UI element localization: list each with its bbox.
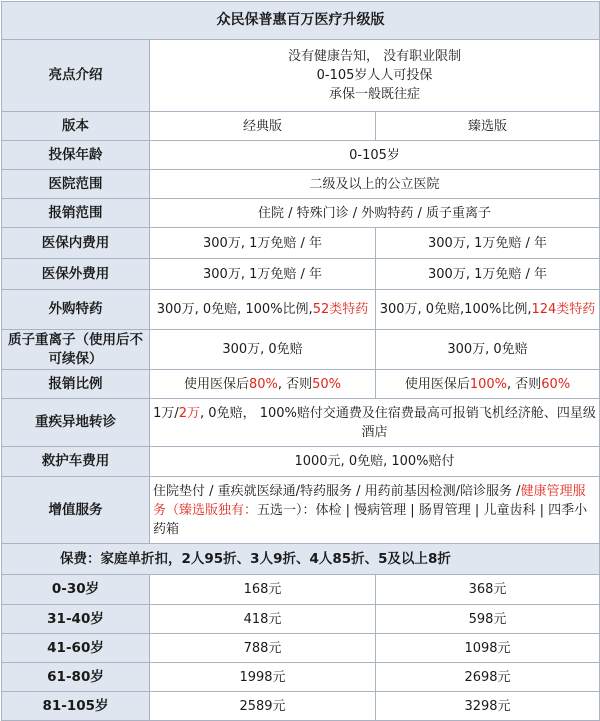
premium-row: [2, 634, 600, 663]
hospital-label: 医院范围: [2, 170, 150, 199]
version-label: 版本: [2, 112, 150, 141]
highlights-value: [150, 40, 600, 112]
highlight-line: 承保一般既往症: [329, 87, 421, 102]
premium-age: 41-60岁: [2, 634, 150, 663]
in-insurance-label: 医保内费用: [2, 228, 150, 259]
premium-age: 81-105岁: [2, 692, 150, 721]
premium-select: 1098元: [376, 634, 600, 663]
version-row: [2, 112, 600, 141]
special-drugs-select-count: 124类特药: [531, 302, 596, 317]
services-highlight: 健康管理服务（臻选版独有：: [153, 483, 586, 518]
ambulance-label: 救护车费用: [2, 447, 150, 477]
ratio-text: 使用医保后: [183, 376, 249, 392]
premium-select: 598元: [376, 605, 600, 634]
age-value: 0-105岁: [150, 141, 600, 170]
ratio-percent: 50%: [312, 376, 342, 392]
highlight-line: 没有健康告知， 没有职业限制: [287, 49, 462, 64]
proton-row: [2, 330, 600, 370]
in-insurance-select: 300万, 1万免赔 / 年: [376, 228, 600, 259]
hospital-value: 二级及以上的公立医院: [150, 170, 600, 199]
ratio-percent: 80%: [248, 376, 278, 392]
ambulance-row: [2, 447, 600, 477]
ratio-label: 报销比例: [2, 370, 150, 399]
ratio-text: , 否则: [507, 376, 542, 392]
premium-select: 368元: [376, 575, 600, 605]
ratio-classic: [150, 370, 376, 399]
special-drugs-select: [376, 290, 600, 330]
premium-select: 3298元: [376, 692, 600, 721]
ratio-select: [376, 370, 600, 399]
out-insurance-select: 300万, 1万免赔 / 年: [376, 259, 600, 290]
insurance-comparison-table: [1, 1, 600, 721]
highlights-label: 亮点介绍: [2, 40, 150, 112]
premium-row: [2, 692, 600, 721]
out-insurance-row: [2, 259, 600, 290]
out-insurance-label: 医保外费用: [2, 259, 150, 290]
table-title: 众民保普惠百万医疗升级版: [2, 2, 600, 40]
in-insurance-row: [2, 228, 600, 259]
premium-classic: 788元: [150, 634, 376, 663]
premium-classic: 168元: [150, 575, 376, 605]
premium-classic: 418元: [150, 605, 376, 634]
ratio-text: , 否则: [277, 376, 313, 392]
ratio-percent: 60%: [541, 376, 571, 392]
out-insurance-classic: 300万, 1万免赔 / 年: [150, 259, 376, 290]
proton-classic: 300万, 0免赔: [150, 330, 376, 370]
services-text: 五选一）：体检 | 慢病管理 | 肠胃管理 | 儿童齿科 | 四季小药箱: [153, 502, 588, 537]
premium-row: [2, 575, 600, 605]
premium-header: 保费：家庭单折扣，2人95折、3人9折、4人85折、5及以上8折: [2, 544, 600, 575]
transfer-label: 重疾异地转诊: [2, 399, 150, 447]
premium-row: [2, 663, 600, 692]
transfer-value: [150, 399, 600, 447]
premium-select: 2698元: [376, 663, 600, 692]
select-version: 臻选版: [376, 112, 600, 141]
premium-classic: 2589元: [150, 692, 376, 721]
ambulance-value: 1000元, 0免赔, 100%赔付: [150, 447, 600, 477]
special-drugs-row: [2, 290, 600, 330]
special-drugs-classic-count: 52类特药: [312, 302, 369, 317]
highlight-line: 0-105岁人人可投保: [316, 68, 433, 83]
classic-version: 经典版: [150, 112, 376, 141]
services-text: 住院垫付 / 重疾就医绿通/特药服务 / 用药前基因检测/陪诊服务 /: [153, 483, 521, 499]
premium-age: 0-30岁: [2, 575, 150, 605]
services-value: [150, 477, 600, 544]
title-row: [2, 2, 600, 40]
special-drugs-select-text: 300万, 0免赔,100%比例,: [379, 302, 532, 317]
premium-age: 61-80岁: [2, 663, 150, 692]
proton-select: 300万, 0免赔: [376, 330, 600, 370]
reimburse-scope-row: [2, 199, 600, 228]
services-row: [2, 477, 600, 544]
transfer-highlight: 2万: [178, 405, 201, 421]
proton-label: 质子重离子（使用后不可续保）: [2, 330, 150, 370]
premium-age: 31-40岁: [2, 605, 150, 634]
services-label: 增值服务: [2, 477, 150, 544]
premium-classic: 1998元: [150, 663, 376, 692]
special-drugs-label: 外购特药: [2, 290, 150, 330]
premium-header-row: [2, 544, 600, 575]
reimburse-scope-label: 报销范围: [2, 199, 150, 228]
ratio-text: 使用医保后: [404, 376, 470, 392]
hospital-row: [2, 170, 600, 199]
in-insurance-classic: 300万, 1万免赔 / 年: [150, 228, 376, 259]
ratio-percent: 100%: [469, 376, 508, 392]
premium-row: [2, 605, 600, 634]
ratio-row: [2, 370, 600, 399]
transfer-text: , 0免赔， 100%赔付交通费及住宿费最高可报销飞机经济舱、四星级酒店: [200, 405, 596, 440]
age-row: [2, 141, 600, 170]
transfer-row: [2, 399, 600, 447]
transfer-text: 1万/: [153, 405, 179, 421]
reimburse-scope-value: 住院 / 特殊门诊 / 外购特药 / 质子重离子: [150, 199, 600, 228]
highlights-row: [2, 40, 600, 112]
age-label: 投保年龄: [2, 141, 150, 170]
special-drugs-classic-text: 300万, 0免赔, 100%比例,: [156, 302, 313, 317]
special-drugs-classic: [150, 290, 376, 330]
